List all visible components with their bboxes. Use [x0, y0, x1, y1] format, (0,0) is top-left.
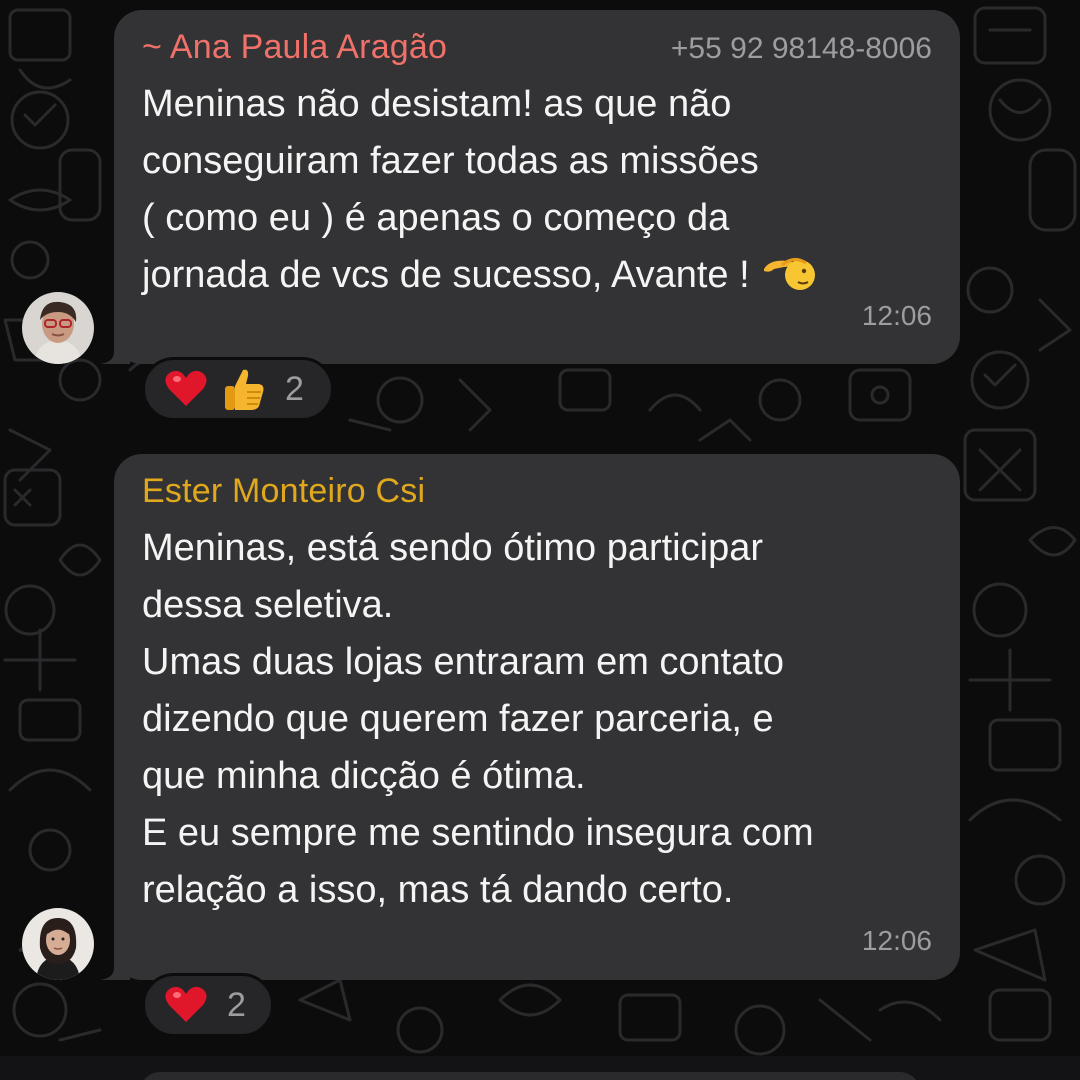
sender-name[interactable]: Ester Monteiro Csi: [142, 472, 426, 510]
sender-name[interactable]: ~ Ana Paula Aragão: [142, 28, 448, 66]
reaction-count: 2: [285, 369, 304, 408]
message-time: 12:06: [861, 300, 932, 331]
avatar[interactable]: [22, 908, 94, 980]
bubble-tail: [100, 944, 140, 980]
message-header: [142, 28, 932, 74]
reactions-bar[interactable]: [142, 357, 334, 421]
reaction-count: 2: [227, 985, 246, 1024]
heart-emoji-icon: [163, 982, 209, 1028]
avatar-woman-glasses: [22, 292, 94, 364]
message-text-content: Meninas não desistam! as que não conseguiram fazer todas as missões ( como eu ) é apenas o começo da jornada de vcs de sucesso, Avante !: [142, 83, 759, 296]
message-time: 12:06: [861, 925, 932, 956]
composer-bar: [0, 1056, 1080, 1080]
message-header: [142, 472, 932, 518]
sender-phone[interactable]: +55 92 98148-8006: [670, 32, 932, 65]
avatar[interactable]: [22, 292, 94, 364]
message-bubble[interactable]: [114, 10, 960, 364]
bubble-tail: [100, 328, 140, 364]
message-input[interactable]: [140, 1072, 920, 1080]
saluting-hand-icon: [760, 249, 816, 293]
thumbs-up-emoji-icon: [221, 366, 267, 412]
message-text: Meninas, está sendo ótimo participar dessa seletiva. Umas duas lojas entraram em contato dizendo que querem fazer parceria, e que minha dicção é ótima. E eu sempre me sentindo insegura com relação a isso, mas tá dando certo.: [142, 527, 814, 911]
avatar-woman-dark: [22, 908, 94, 980]
message-bubble[interactable]: [114, 454, 960, 980]
message-text: [142, 76, 932, 304]
reactions-bar[interactable]: [142, 973, 274, 1037]
heart-emoji-icon: [163, 366, 209, 412]
